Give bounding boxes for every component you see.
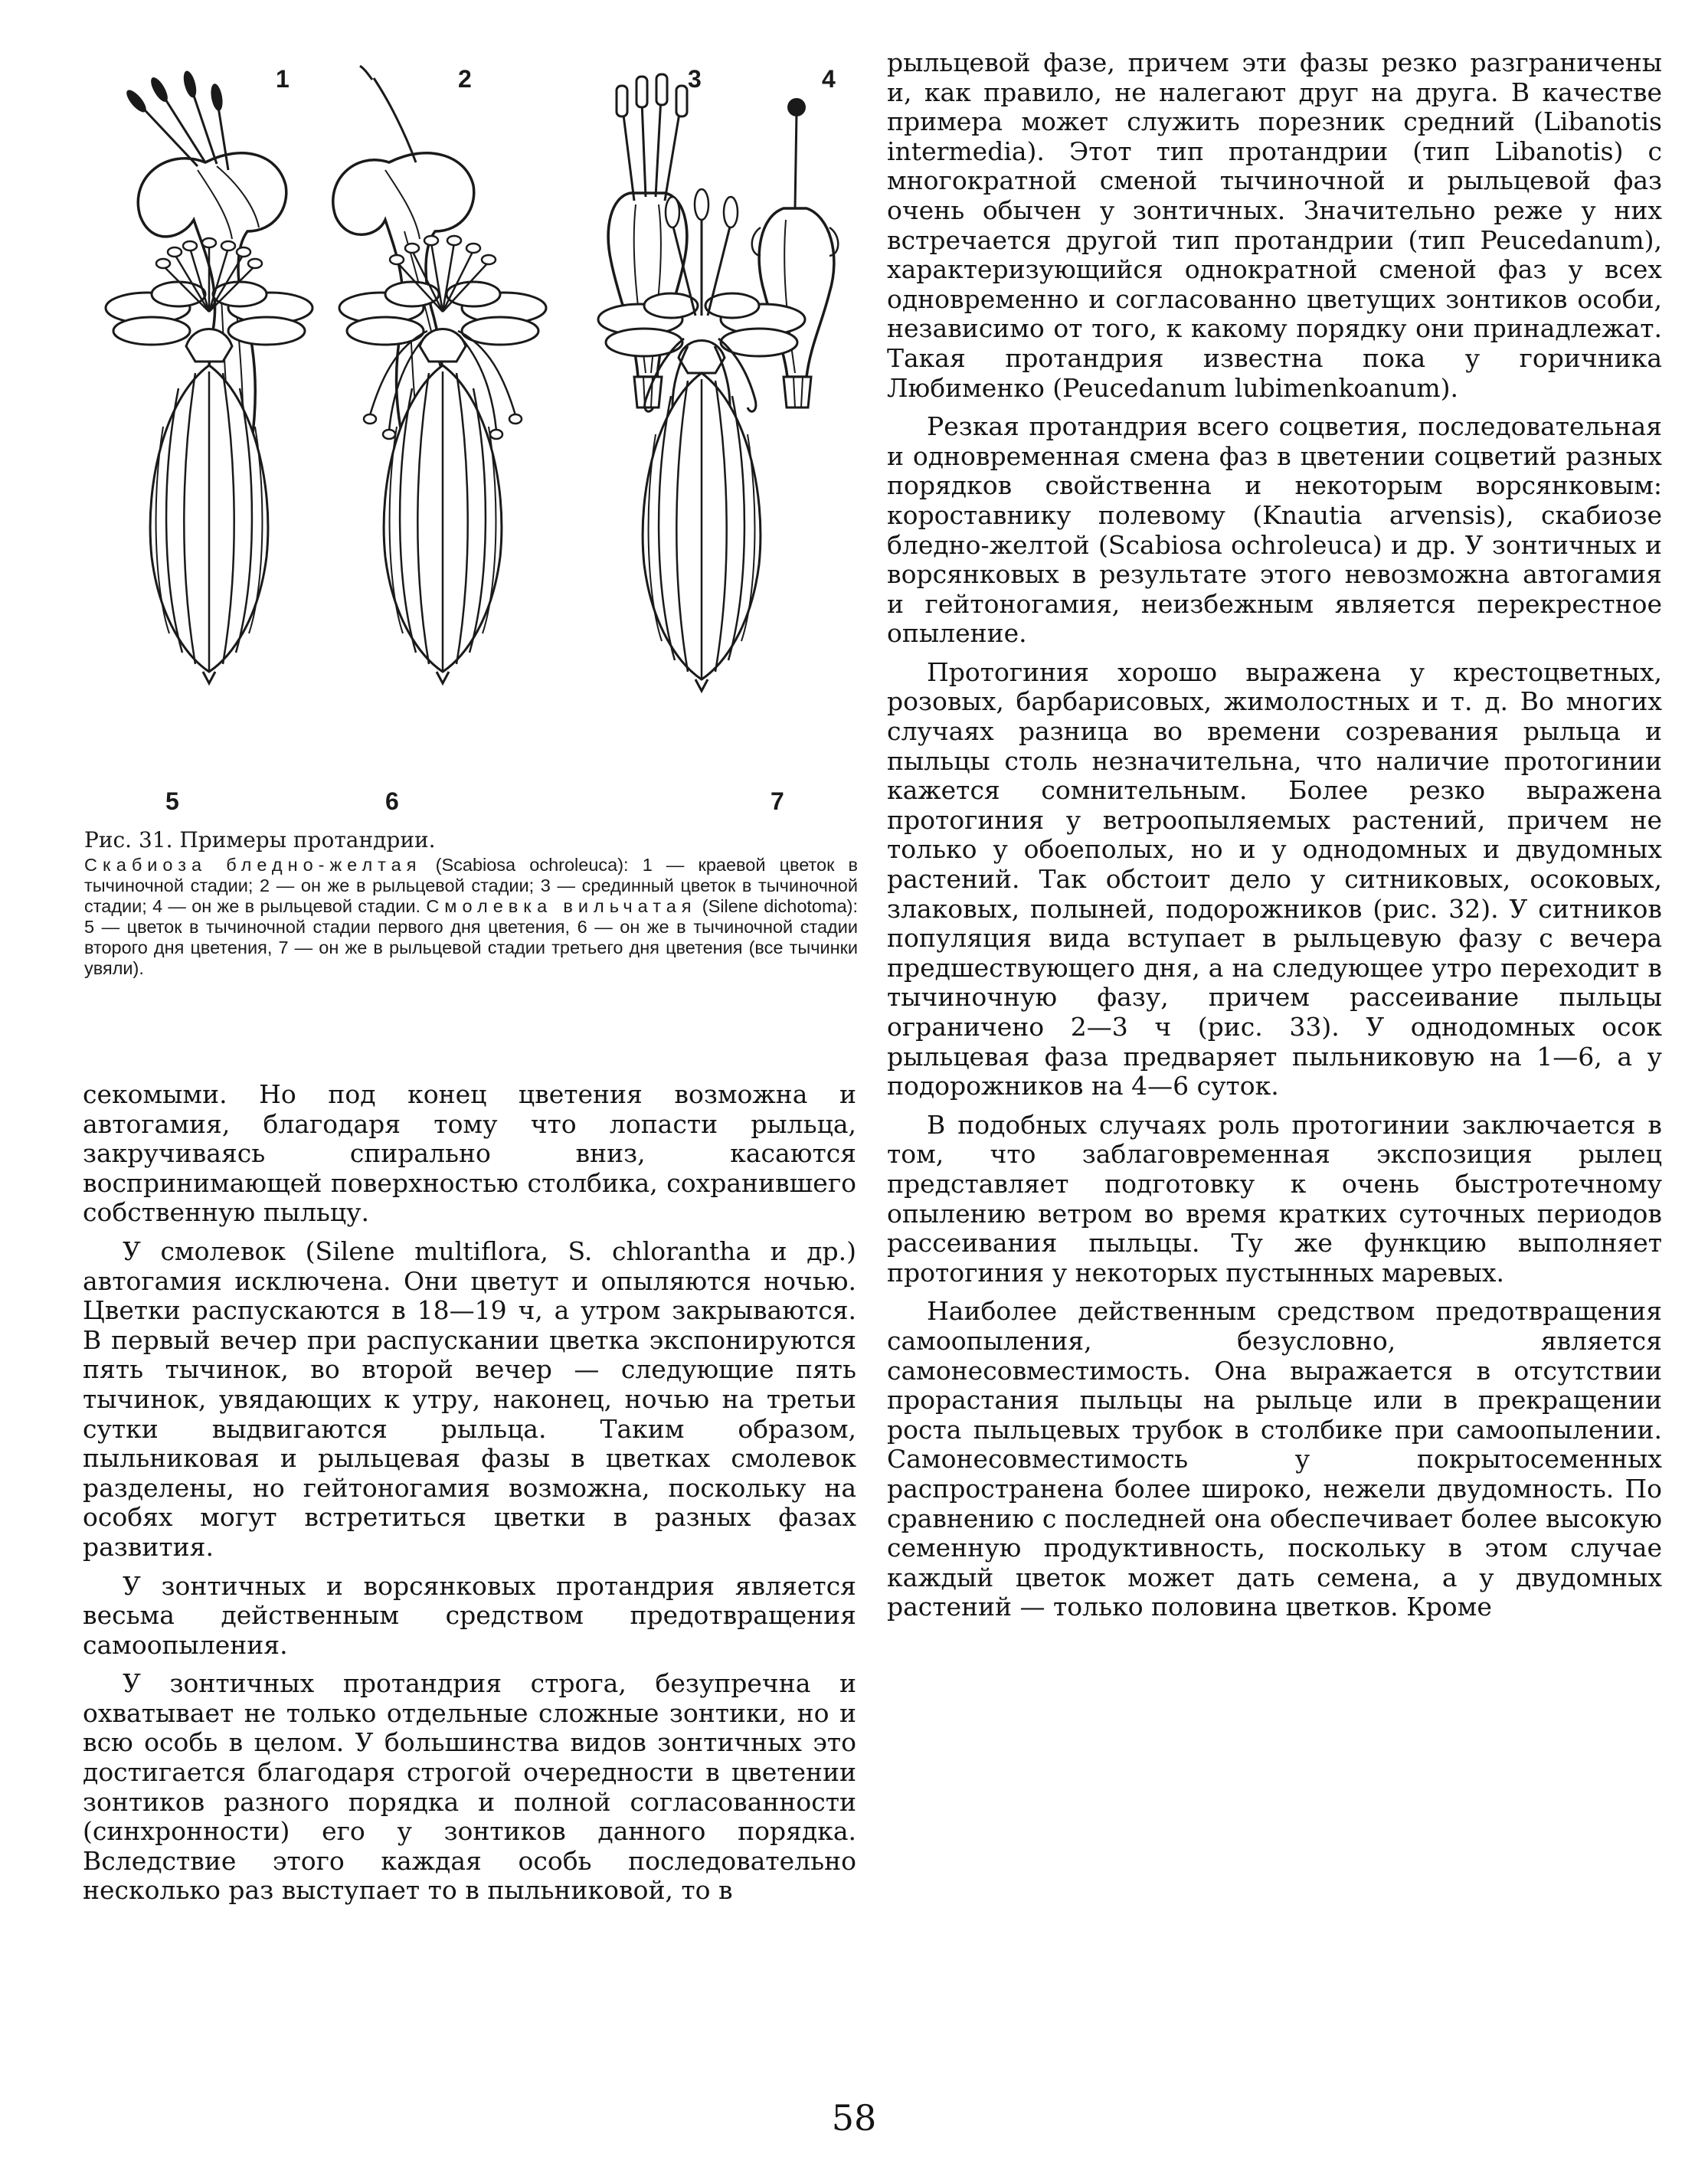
figure-31 [83,55,855,821]
figure-label-5: 5 [165,787,179,815]
paragraph: Протогиния хорошо выражена у крестоцветных, розовых, барбарисовых, жимолостных и т. д. Во многих случаях разница во времени созревания рыльца и пыльцы столь незначительна, что наличие протогинии кажется сомнительным. Более резко выражена протогиния у ветроопыляемых растений, причем не только у обоеполых, но и у однодомных и двудомных растений. Так обстоит дело у ситниковых, осоковых, злаковых, полыней, подорожников (рис. 32). У ситников популяция вида вступает в рыльцевую фазу с вечера предшествующего дня, а на следующее утро переходит в тычиночную фазу, причем рассеивание пыльцы ограничено 2—3 ч (рис. 33). У однодомных осок рыльцевая фаза предваряет пыльниковую на 1—6, а у подорожников на 4—6 суток. [887,656,1662,1101]
caption-title: Рис. 31. Примеры протандрии. [84,827,436,853]
figure-caption [84,827,858,979]
figure-label-1: 1 [276,65,290,93]
drawing-5-silene-day-1 [106,238,312,815]
caption-species-scabiosa: Скабиоза бледно-желтая [84,855,422,875]
page-number: 58 [831,2097,877,2139]
figure-label-7: 7 [771,787,784,815]
paragraph: У зонтичных протандрия строга, безупречна и охватывает не только отдельные сложные зонтики, но и всю особь в целом. У большинства видов зонтичных это достигается благодаря строгой очередности в цветении зонтиков разного порядка и полной согласованности (синхронности) его у зонтиков данного порядка. Вследствие этого каждая особь последовательно несколько раз выступает то в пыльниковой, то в [83,1668,856,1906]
paragraph: секомыми. Но под конец цветения возможна и автогамия, благодаря тому что лопасти рыльца, закручиваясь спирально вниз, касаются воспринимающей поверхностью столбика, сохранившего собственную пыльцу. [83,1079,856,1228]
paragraph: Наиболее действенным средством предотвращения самоопыления, безусловно, является самонесовместимость. Она выражается в отсутствии прорастания пыльцы на рыльце или в прекращении роста пыльцевых трубок в столбике при самоопылении. Самонесовместимость у покрытосеменных распространена более широко, нежели двудомность. По сравнению с последней она обеспечивает более высокую семенную продуктивность, поскольку в этом случае каждый цветок может дать семена, а у двудомных растений — только половина цветков. Кроме [887,1296,1662,1622]
figure-label-6: 6 [385,787,399,815]
caption-species-silene: Смолевка вильчатая [426,896,697,916]
paragraph: В подобных случаях роль протогинии заключается в том, что заблаговременная экспозиция рылец представляет подготовку к очень быстротечному опылению ветром во время кратких суточных периодов рассеивания пыльцы. Ту же функцию выполняет протогиния у некоторых пустынных маревых. [887,1109,1662,1288]
figure-label-2: 2 [458,65,472,93]
paragraph: Резкая протандрия всего соцветия, последовательная и одновременная смена фаз в цветении соцветий разных порядков свойственна и некоторым ворсянковым: короставнику полевому (Knautia arvensis), скабиозе бледно-желтой (Scabiosa ochroleuca) и др. У зонтичных и ворсянковых в результате этого невозможна автогамия и гейтоногамия, неизбежным является перекрестное опыление. [887,411,1662,649]
caption-text-silene: (Silene dichotoma): 5 — цветок в тычиночной стадии первого дня цветения, 6 — он же в тычиночной стадии второго дня цветения, 7 — он же в рыльцевой стадии третьего дня цветения (все тычинки увяли). [84,896,859,978]
left-column [83,1080,856,1915]
figure-label-3: 3 [688,65,702,93]
drawing-6-silene-day-2 [339,236,546,815]
figure-illustration [83,55,855,821]
paragraph: У смолевок (Silene multiflora, S. chlorantha и др.) автогамия исключена. Они цветут и опыляются ночью. Цветки распускаются в 18—19 ч, а утром закрываются. В первый вечер при распускании цветка экспонируются пять тычинок, во второй вечер — следующие пять тычинок, увядающих к утру, наконец, ночью на третьи сутки выдвигаются рыльца. Таким образом, пыльниковая и рыльцевая фазы в цветках смолевок разделены, но гейтоногамия возможна, поскольку на особях могут встретиться цветки в разных фазах развития. [83,1236,856,1562]
paragraph: У зонтичных и ворсянковых протандрия является весьма действенным средством предотвращения самоопыления. [83,1570,856,1660]
caption-text-scabiosa: (Scabiosa ochroleuca): 1 — краевой цветок в тычиночной стадии; 2 — он же в рыльцевой стадии; 3 — срединный цветок в тычиночной стадии; 4 — он же в рыльцевой стадии. [84,855,859,916]
figure-label-4: 4 [822,65,836,93]
paragraph: рыльцевой фазе, причем эти фазы резко разграничены и, как правило, не налегают друг на друга. В качестве примера может служить порезник средний (Libanotis intermedia). Этот тип протандрии (тип Libanotis) с многократной сменой тычиночной и рыльцевой фаз очень обычен у зонтичных. Значительно реже у них встречается другой тип протандрии (тип Peucedanum), характеризующийся однократной сменой фаз у всех одновременно и согласованно цветущих зонтиков особи, независимо от того, к какому порядку они принадлежат. Такая протандрия известна пока у горичника Любименко (Peucedanum lubimenkoanum). [887,47,1662,403]
right-column [887,48,1662,1632]
